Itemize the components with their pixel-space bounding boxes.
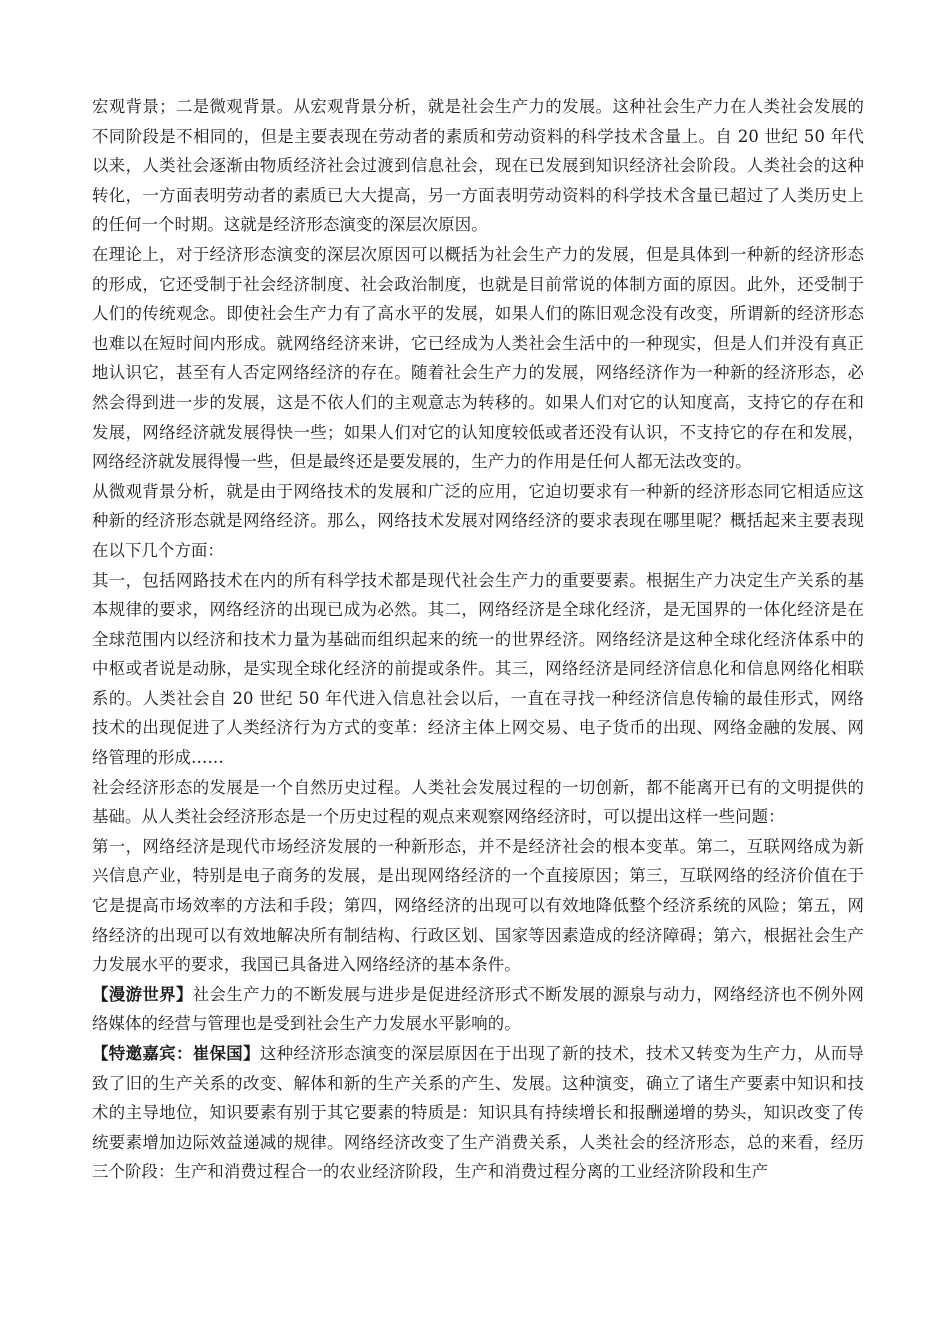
paragraph-text: 其一，包括网路技术在内的所有科学技术都是现代社会生产力的重要要素。根据生产力决定生产关系的基本规律的要求，网络经济的出现已成为必然。其二，网络经济是全球化经济，是无国界的一体化经济是在全球范围内以经济和技术力量为基础而组织起来的统一的世界经济。网络经济是这种全球化经济体系中的中枢或者说是动脉，是实现全球化经济的前提或条件。其三，网络经济是同经济信息化和信息网络化相联系的。人类社会自 20 世纪 50 年代进入信息社会以后，一直在寻找一种经济信息传输的最佳形式，网络技术的出现促进了人类经济行为方式的变革：经济主体上网交易、电子货币的出现、网络金融的发展、网络管理的形成…… bbox=[92, 570, 864, 768]
paragraph-text: 社会生产力的不断发展与进步是促进经济形式不断发展的源泉与动力，网络经济也不例外网络媒体的经营与管理也是受到社会生产力发展水平影响的。 bbox=[92, 984, 864, 1034]
paragraph-text: 宏观背景；二是微观背景。从宏观背景分析，就是社会生产力的发展。这种社会生产力在人类社会发展的不同阶段是不相同的，但是主要表现在劳动者的素质和劳动资料的科学技术含量上。自 20 世纪 50 年代以来，人类社会逐渐由物质经济社会过渡到信息社会，现在已发展到知识经济社会阶段。人类社会的这种转化，一方面表明劳动者的素质已大大提高，另一方面表明劳动资料的科学技术含量已超过了人类历史上的任何一个时期。这就是经济形态演变的深层次原因。 bbox=[92, 97, 864, 235]
paragraph-text: 这种经济形态演变的深层原因在于出现了新的技术，技术又转变为生产力，从而导致了旧的生产关系的改变、解体和新的生产关系的产生、发展。这种演变，确立了诸生产要素中知识和技术的主导地位，知识要素有别于其它要素的特质是：知识具有持续增长和报酬递增的势头，知识改变了传统要素增加边际效益递减的规律。网络经济改变了生产消费关系，人类社会的经济形态，总的来看，经历三个阶段：生产和消费过程合一的农业经济阶段，生产和消费过程分离的工业经济阶段和生产 bbox=[92, 1044, 864, 1182]
paragraph-questions bbox=[92, 832, 864, 980]
section-label: 【漫游世界】 bbox=[92, 984, 193, 1004]
paragraph-micro-background bbox=[92, 477, 864, 566]
paragraph-text: 社会经济形态的发展是一个自然历史过程。人类社会发展过程的一切创新，都不能离开已有的文明提供的基础。从人类社会经济形态是一个历史过程的观点来观察网络经济时，可以提出这样一些问题： bbox=[92, 777, 864, 827]
paragraph-guest bbox=[92, 1039, 864, 1187]
paragraph-roaming-world bbox=[92, 980, 864, 1039]
section-label: 【特邀嘉宾：崔保国】 bbox=[92, 1044, 260, 1063]
paragraph-text: 第一，网络经济是现代市场经济发展的一种新形态，并不是经济社会的根本变革。第二，互联网络成为新兴信息产业，特别是电子商务的发展，是出现网络经济的一个直接原因；第三，互联网络的经济价值在于它是提高市场效率的方法和手段；第四，网络经济的出现可以有效地降低整个经济系统的风险；第五，网络经济的出现可以有效地解决所有制结构、行政区划、国家等因素造成的经济障碍；第六，根据社会生产力发展水平的要求，我国已具备进入网络经济的基本条件。 bbox=[92, 836, 864, 975]
paragraph-text: 从微观背景分析，就是由于网络技术的发展和广泛的应用，它迫切要求有一种新的经济形态同它相适应这种新的经济形态就是网络经济。那么，网络技术发展对网络经济的要求表现在哪里呢？概括起来主要表现在以下几个方面： bbox=[92, 481, 864, 560]
paragraph-theory bbox=[92, 240, 864, 477]
document-body bbox=[92, 92, 864, 1187]
paragraph-historical-process bbox=[92, 773, 864, 832]
paragraph-aspects bbox=[92, 566, 864, 773]
paragraph-text: 在理论上，对于经济形态演变的深层次原因可以概括为社会生产力的发展，但是具体到一种新的经济形态的形成，它还受制于社会经济制度、社会政治制度，也就是目前常说的体制方面的原因。此外，还受制于人们的传统观念。即使社会生产力有了高水平的发展，如果人们的陈旧观念没有改变，所谓新的经济形态也难以在短时间内形成。就网络经济来讲，它已经成为人类社会生活中的一种现实，但是人们并没有真正地认识它，甚至有人否定网络经济的存在。随着社会生产力的发展，网络经济作为一种新的经济形态，必然会得到进一步的发展，这是不依人们的主观意志为转移的。如果人们对它的认知度高，支持它的存在和发展，网络经济就发展得快一些；如果人们对它的认知度较低或者还没有认识，不支持它的存在和发展，网络经济就发展得慢一些，但是最终还是要发展的，生产力的作用是任何人都无法改变的。 bbox=[92, 244, 864, 472]
paragraph-macro-background bbox=[92, 92, 864, 240]
